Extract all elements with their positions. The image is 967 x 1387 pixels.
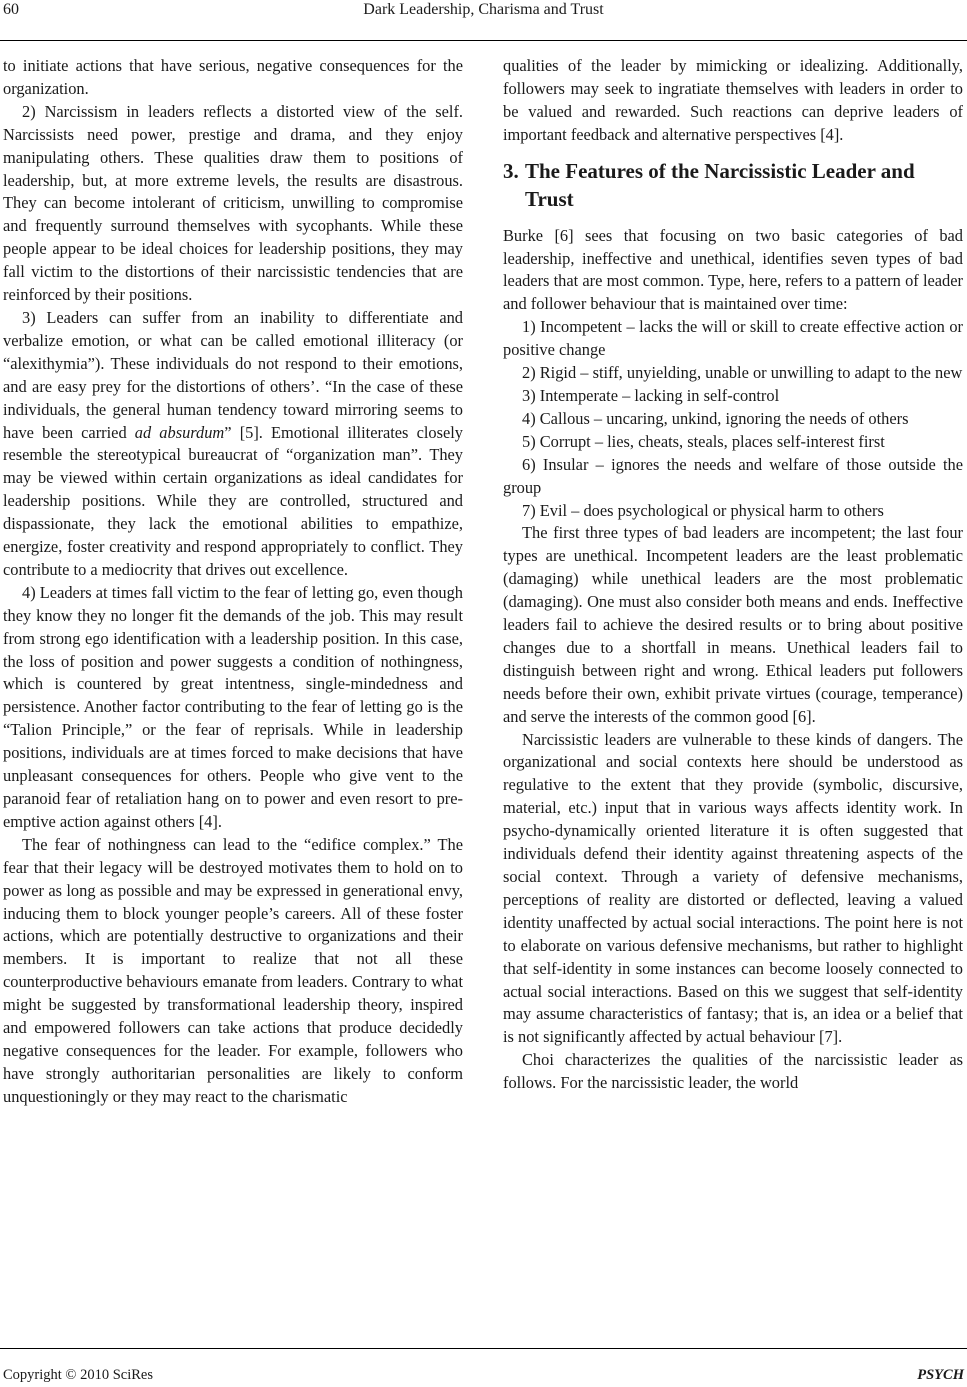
left-column (3, 55, 463, 1109)
running-title: Dark Leadership, Charisma and Trust (363, 1, 604, 18)
list-item: 4) Callous – uncaring, unkind, ignoring the needs of others (522, 408, 909, 428)
paragraph (3, 307, 463, 582)
copyright-notice: Copyright © 2010 SciRes (3, 1367, 153, 1383)
section-title: The Features of the Narcissistic Leader and Trust (525, 158, 915, 211)
list-item: 2) Rigid – stiff, unyielding, unable or unwilling to adapt to the new (522, 363, 963, 383)
paragraph: Choi characterizes the qualities of the narcissistic leader as follows. For the narcissistic leader, the world (503, 1050, 963, 1093)
journal-name: PSYCH (917, 1367, 964, 1383)
paragraph: to initiate actions that have serious, negative consequences for the organization. (3, 56, 463, 98)
paragraph: The first three types of bad leaders are incompetent; the last four types are unethical. Incompetent leaders are the least problematic (damaging) while unethical leaders are the most problematic (damaging). One must also consider both means and ends. Ineffective leaders fail to achieve the desired results or to bring about positive changes due to a shortfall in means. Unethical leaders fail to distinguish between right and wrong. Ethical leaders put followers needs before their own, exhibit private virtues (courage, temperance) and serve the interests of the common good [6]. (503, 523, 963, 726)
paragraph: Burke [6] sees that focusing on two basic categories of bad leadership, ineffective and unethical, identifies seven types of bad leaders that are most common. Type, here, refers to a pattern of leader and follower behaviour that is maintained over time: (503, 225, 963, 314)
paragraph-text: 3) Leaders can suffer from an inability to differentiate and verbalize emotion, or what can be called emotional illiteracy (or “alexithymia”). These individuals do not respond to their emotions, and are easy prey for the distortions of others’. “In the case of these individuals, the general human tendency toward mirroring seems to have been carried (3, 307, 463, 442)
list-item: 5) Corrupt – lies, cheats, steals, places self-interest first (522, 431, 885, 451)
list-item: 3) Intemperate – lacking in self-control (522, 385, 780, 405)
list-item: 7) Evil – does psychological or physical harm to others (522, 500, 884, 520)
paragraph: The fear of nothingness can lead to the “edifice complex.” The fear that their legacy will be destroyed motivates them to hold on to power as long as possible and may be expressed in generational envy, inducing them to block younger people’s careers. All of these foster actions, which are potentially destructive to organizations and their members. It is important to realize that not all these counterproductive behaviours emanate from leaders. Contrary to what might be suggested by transformational leadership theory, inspired and empowered followers can take actions that produce decidedly negative consequences for the leader. For example, followers who have strongly authoritarian personalities are likely to conform unquestioningly or they may react to the charismatic (3, 834, 463, 1106)
right-column (503, 55, 963, 1095)
paragraph: Narcissistic leaders are vulnerable to these kinds of dangers. The organizational and social contexts here should be understood as regulative to the extent that they provide (symbolic, discursive, material, etc.) input that in various ways affects identity work. In psycho-dynamically oriented literature it is often suggested that individuals defend their identity against threatening aspects of the social context. Through a variety of defensive mechanisms, perceptions of reality are distorted or deflected, leaving a valued identity unaffected by actual social interactions. The point here is not to elaborate on various defensive mechanisms, but rather to highlight that self-identity in some instances can become loosely connected to actual social interactions. Based on this we suggest that self-identity may assume characteristics of fantasy; that is, an idea or a belief that is not significantly affected by actual behaviour [7]. (503, 729, 963, 1047)
list-item: 1) Incompetent – lacks the will or skill to create effective action or positive change (503, 317, 963, 360)
list-item: 6) Insular – ignores the needs and welfare of those outside the group (503, 454, 963, 497)
paragraph: 2) Narcissism in leaders reflects a distorted view of the self. Narcissists need power, prestige and drama, and they enjoy manipulating others. These qualities draw them to positions of leadership, but, at more extreme levels, the results are disastrous. They can become intolerant of criticism, unwilling to compromise and frequently surround themselves with sycophants. While these people appear to be ideal choices for leadership positions, they may fall victim to the distortions of their narcissistic tendencies that are reinforced by their positions. (3, 101, 463, 305)
paragraph: 4) Leaders at times fall victim to the fear of letting go, even though they know they no longer fit the demands of the job. This may result from strong ego identification with a leadership position. In this case, the loss of position and power suggests a condition of nothingness, which is countered by great intentness, single-mindedness and persistence. Another factor contributing to the fear of letting go is the “Talion Principle,” or the fear of reprisals. While in leadership positions, individuals are at times forced to make decisions that have unpleasant consequences for others. People who give vent to the paranoid fear of retaliation hang on to power and even resort to pre-emptive action against others [4]. (3, 582, 463, 831)
page-number: 60 (3, 1, 19, 18)
paragraph: qualities of the leader by mimicking or idealizing. Additionally, followers may seek to ingratiate themselves with leaders in order to be valued and rewarded. Such reactions can deprive leaders of important feedback and alternative perspectives [4]. (503, 56, 963, 144)
page-header (0, 0, 967, 41)
emphasis-text: ad absurdum (134, 422, 225, 442)
paragraph-text: ” [5]. Emotional illiterates closely resemble the stereotypical bureaucrat of “organization man”. They may be viewed within certain organizations as ideal candidates for leadership positions. While they are controlled, structured and dispassionate, they lack the emotional abilities to empathize, energize, foster creativity and respond appropriately to conflict. They contribute to a mediocrity that drives out excellence. (3, 422, 463, 579)
page-footer (0, 1348, 967, 1387)
section-heading (503, 157, 963, 213)
section-number: 3. (503, 158, 519, 183)
